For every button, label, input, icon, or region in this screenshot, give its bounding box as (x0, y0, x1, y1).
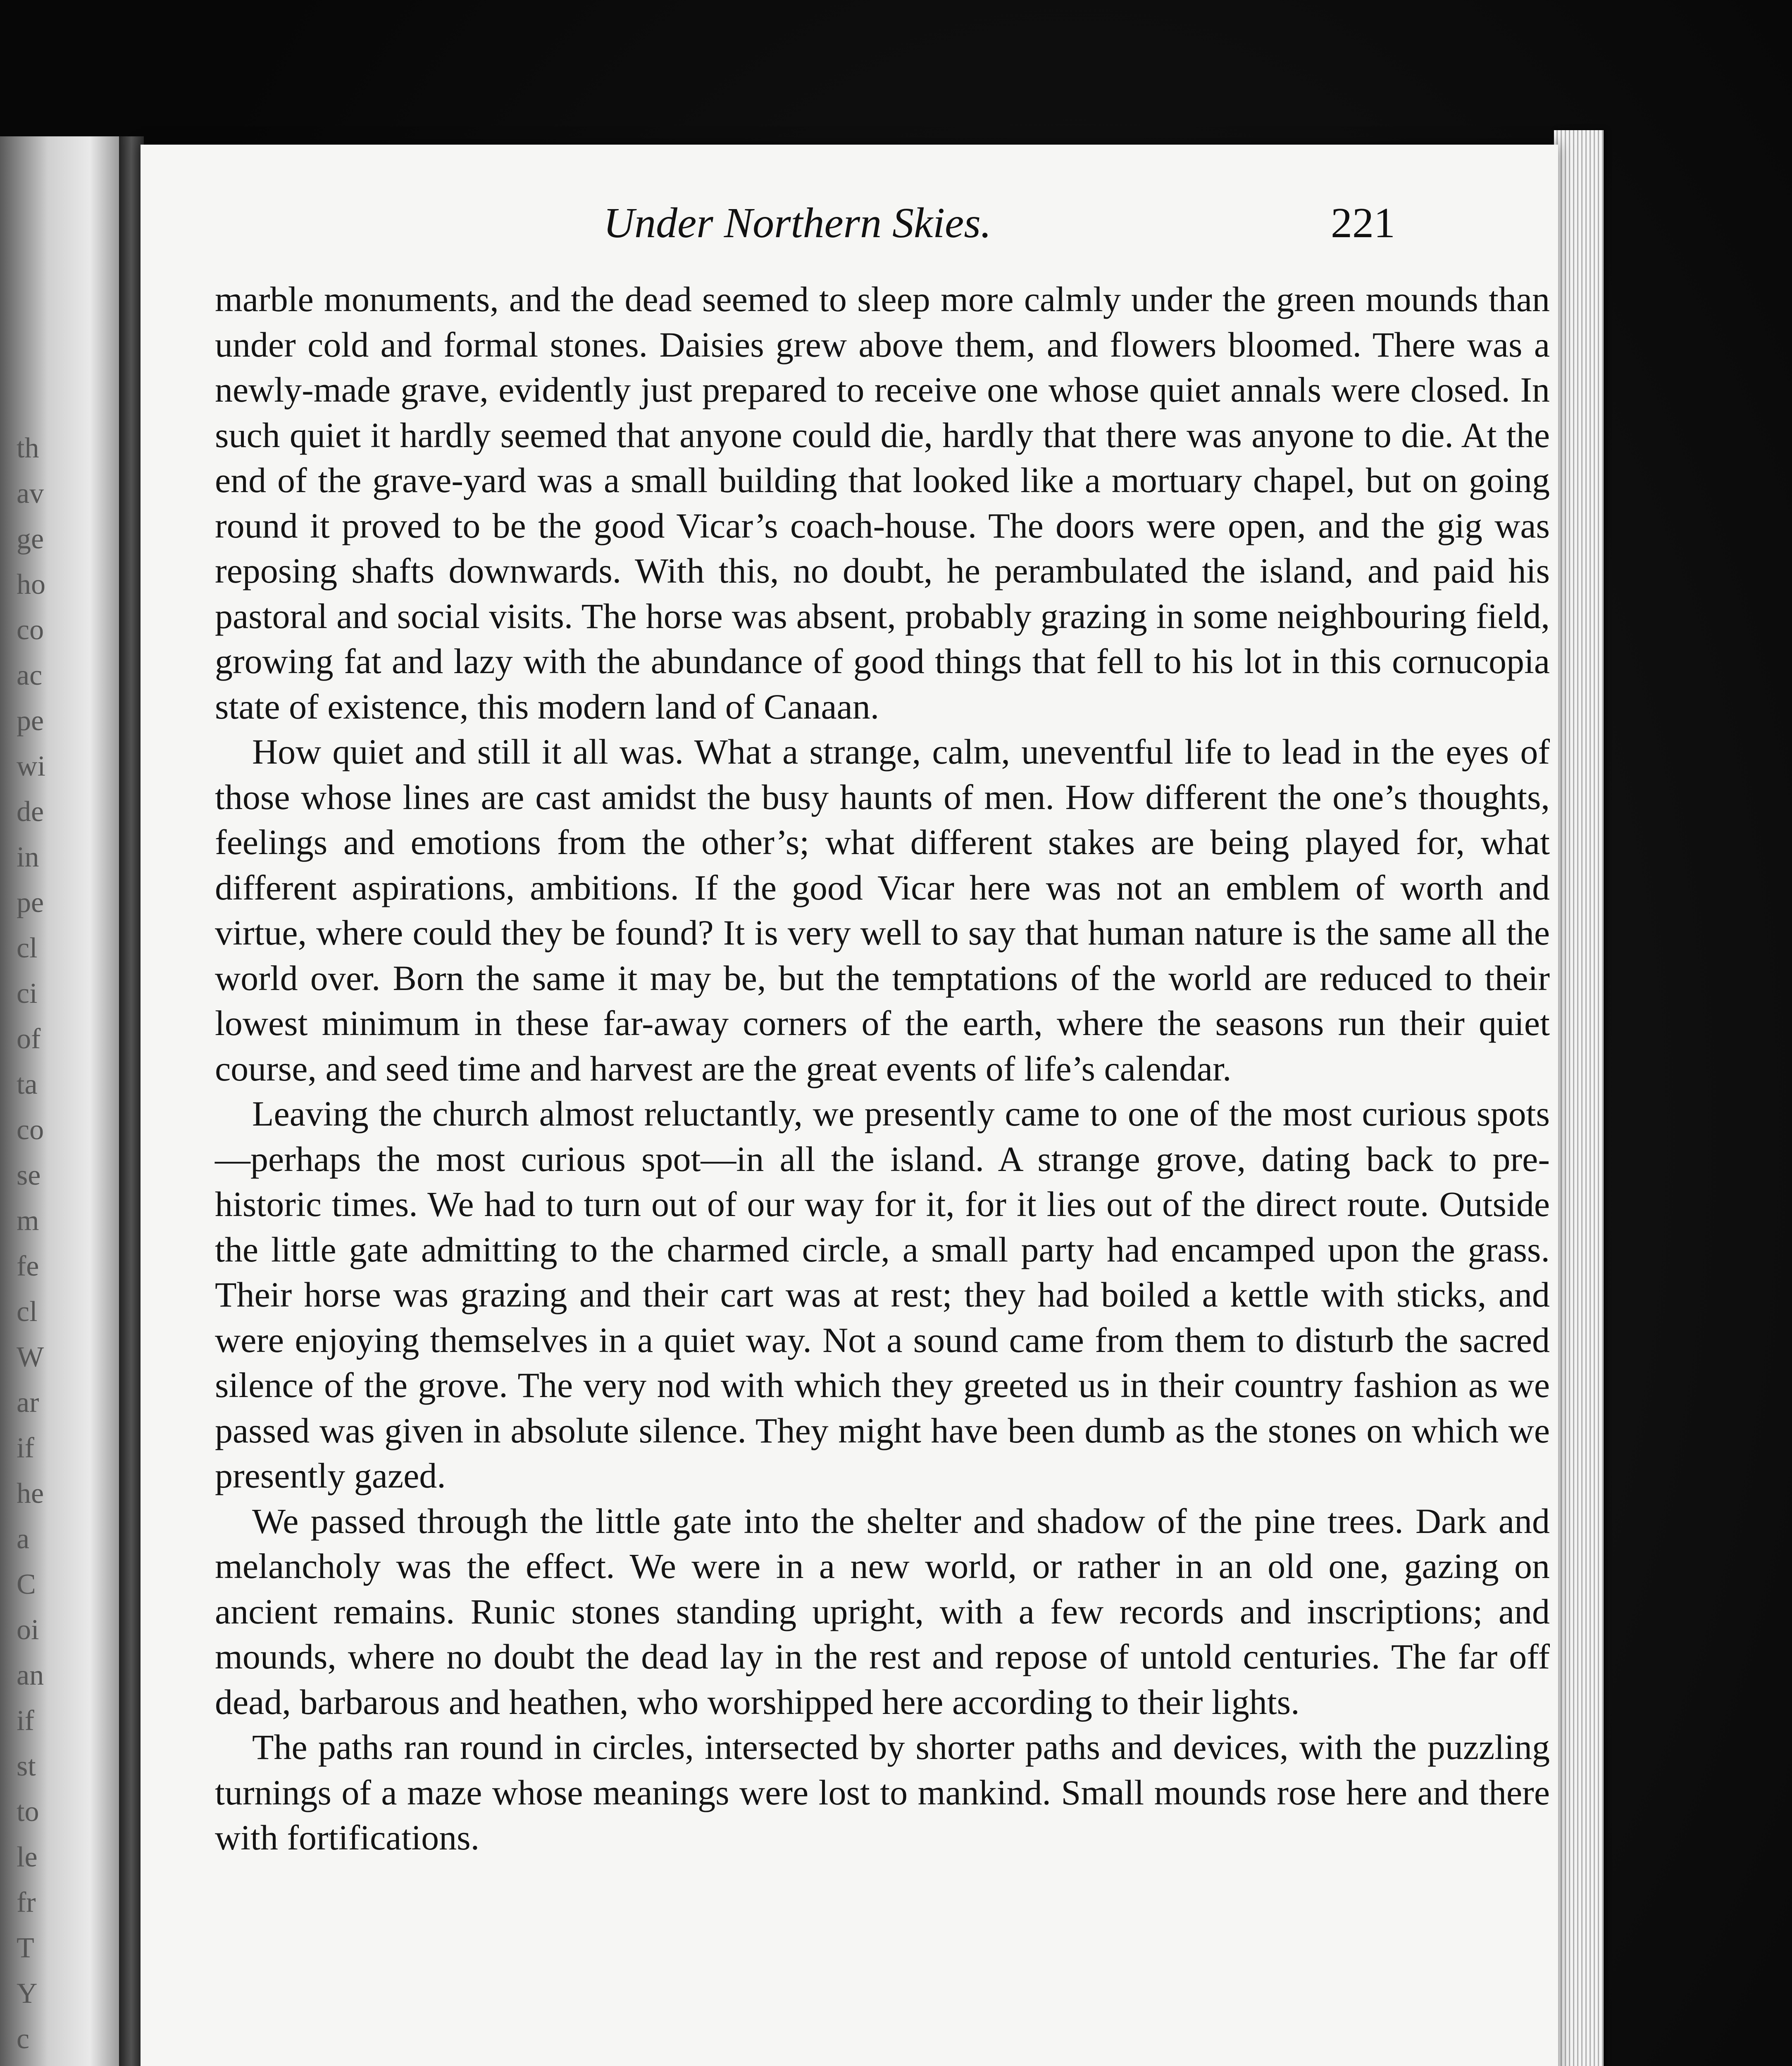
text-line: in absolute silence. They might have been dumb as the stones on (473, 1410, 1402, 1450)
text-line: were enjoying themselves in a quiet way. Not a sound came from (215, 1320, 1164, 1360)
text-line: above them, and flowers bloomed. There was a newly-made grave, (215, 324, 1550, 409)
left-page-fragment: if (17, 1432, 34, 1464)
text-line: from the other’s; what different stakes are being played for, what (557, 822, 1550, 862)
text-line: Canaan. (763, 686, 879, 726)
text-line: Runic stones standing upright, with a few records and inscriptions; (470, 1591, 1483, 1631)
left-page-fragment: cl (17, 1296, 38, 1328)
left-page-fragment: ci (17, 978, 38, 1009)
text-line: the pine trees. Dark and melancholy was the effect. We were in a (215, 1501, 1550, 1586)
book-gutter (119, 136, 144, 2066)
text-line: them to disturb the sacred silence of the grove. The very nod with (215, 1320, 1550, 1405)
text-line: evidently just prepared to receive one whose quiet annals were closed. (498, 370, 1511, 409)
left-page-fragment: fr (17, 1887, 36, 1918)
left-page-fragment: an (17, 1659, 44, 1691)
text-line: Born the same it may be, but the temptations of the world are reduced (393, 958, 1432, 998)
left-page-fragment: Y (17, 1978, 38, 2009)
left-page-fragment: pe (17, 887, 44, 919)
left-page-fragment: de (17, 796, 44, 828)
page-stack-edge (1554, 130, 1604, 2066)
book-page (141, 145, 1558, 2066)
text-line: route. Outside the little gate admitting to the charmed circle, a (215, 1184, 1550, 1269)
left-page-fragment: cl (17, 932, 38, 964)
left-page-fragment: st (17, 1750, 36, 1782)
text-line: which they greeted us in their country fashion as we passed was given (215, 1365, 1550, 1450)
paragraph (215, 1499, 1550, 1725)
left-page-fragment: m (17, 1205, 39, 1237)
text-line: horse was absent, probably grazing in some neighbouring field, (646, 596, 1550, 636)
running-head (141, 198, 1558, 256)
text-line: and mounds, where no doubt the dead lay in the rest and repose of (215, 1591, 1550, 1676)
left-page-fragment: oi (17, 1614, 39, 1646)
left-page-fragment: C (17, 1569, 36, 1600)
text-line: growing fat and lazy with the abundance of good things that fell to (215, 641, 1182, 681)
paragraph (215, 277, 1550, 729)
text-line: worshipped here according to their lights. (707, 1682, 1300, 1722)
text-line: emblem of worth and virtue, where could they be found? It is (215, 867, 1550, 952)
left-page-fragment: ta (17, 1069, 38, 1100)
text-line: island. A strange grove, dating back to pre-historic times. We (215, 1139, 1550, 1224)
text-line: The paths ran round in circles, intersected by shorter paths and (252, 1727, 1163, 1767)
left-page-edge (0, 136, 120, 2066)
text-line: of the most curious spots—perhaps the most curious spot—in all the (215, 1094, 1550, 1179)
text-line: Leaving the church almost reluctantly, we presently came to one (252, 1094, 1180, 1133)
text-line: the green mounds than under cold and formal stones. Daisies grew (215, 279, 1550, 364)
left-page-fragment: co (17, 614, 44, 646)
text-line: building that looked like a mortuary chapel, but on going round it (215, 460, 1550, 545)
text-line: We passed through the little gate into the shelter and shadow of (252, 1501, 1187, 1541)
text-line: perambulated the island, and paid his pastoral and social visits. The (215, 551, 1550, 636)
text-line: In such quiet it hardly seemed that anyone could die, hardly that (215, 370, 1550, 455)
text-line: and their cart was at rest; they had boiled a kettle with sticks, and (579, 1275, 1550, 1314)
page-number: 221 (1331, 199, 1395, 247)
body-text (215, 277, 1550, 1861)
left-page-fragment: if (17, 1705, 34, 1737)
left-page-fragment: co (17, 1114, 44, 1146)
left-page-fragment: in (17, 841, 39, 873)
left-page-fragment: fe (17, 1250, 39, 1282)
text-line: had to turn out of our way for it, for it lies out of the direct (484, 1184, 1337, 1224)
text-line: his lot in this cornucopia state of existence, this modern land of (215, 641, 1550, 726)
text-line: devices, with the puzzling turnings of a maze whose meanings were (215, 1727, 1550, 1812)
left-page-fragment: pe (17, 705, 44, 737)
text-line: which we presently gazed. (215, 1410, 1550, 1495)
text-line: and the gig was reposing shafts downwards. With this, no doubt, he (215, 505, 1550, 590)
text-line: there was anyone to die. At the end of the grave-yard was a small (215, 415, 1550, 500)
text-line: very well to say that human nature is the same all the world over. (215, 913, 1550, 998)
text-line: proved to be the good Vicar’s coach-house. The doors were open, (342, 505, 1306, 545)
left-page-fragment: to (17, 1796, 39, 1828)
text-line: lost to mankind. Small mounds rose here and there with fortifications. (215, 1772, 1550, 1857)
left-page-fragment: T (17, 1932, 34, 1964)
left-page-fragment: th (17, 432, 39, 464)
left-page-fragment: av (17, 478, 44, 509)
running-title: Under Northern Skies. (603, 199, 991, 247)
paragraph (215, 1091, 1550, 1499)
left-page-fragment: ac (17, 659, 43, 691)
text-line: How quiet and still it all was. What a strange, calm, uneventful (252, 732, 1173, 771)
left-page-fragment: ar (17, 1387, 39, 1419)
text-line: marble monuments, and the dead seemed to sleep more calmly under (215, 279, 1212, 319)
left-page-fragment: a (17, 1523, 30, 1555)
text-line: small party had encamped upon the grass. Their horse was grazing (215, 1229, 1550, 1314)
left-page-fragment: wi (17, 750, 45, 782)
left-page-fragment (17, 2062, 99, 2066)
text-line: life to lead in the eyes of those whose lines are cast amidst the busy (215, 732, 1550, 817)
left-page-fragment: c (17, 2023, 30, 2055)
left-page-fragment: ge (17, 523, 44, 555)
text-line: great events of life’s calendar. (806, 1048, 1232, 1088)
left-page-fragment: of (17, 1023, 41, 1055)
text-line: untold centuries. The far off dead, barbarous and heathen, who (215, 1637, 1550, 1722)
paragraph (215, 1725, 1550, 1861)
left-page-text-fragments (17, 426, 99, 2066)
left-page-fragment: ho (17, 569, 45, 600)
left-page-fragment: se (17, 1159, 41, 1191)
paragraph (215, 729, 1550, 1091)
text-line: to their lowest minimum in these far-away corners of the earth, where (215, 958, 1550, 1043)
text-line: the seasons run their quiet course, and seed time and harvest are the (215, 1003, 1550, 1088)
left-page-fragment: le (17, 1841, 38, 1873)
text-line: new world, or rather in an old one, gazing on ancient remains. (215, 1546, 1550, 1631)
left-page-fragment: he (17, 1478, 44, 1509)
left-page-fragment: W (17, 1341, 44, 1373)
text-line: different aspirations, ambitions. If the good Vicar here was not an (215, 867, 1211, 907)
text-line: haunts of men. How different the one’s thoughts, feelings and emotions (215, 777, 1550, 862)
